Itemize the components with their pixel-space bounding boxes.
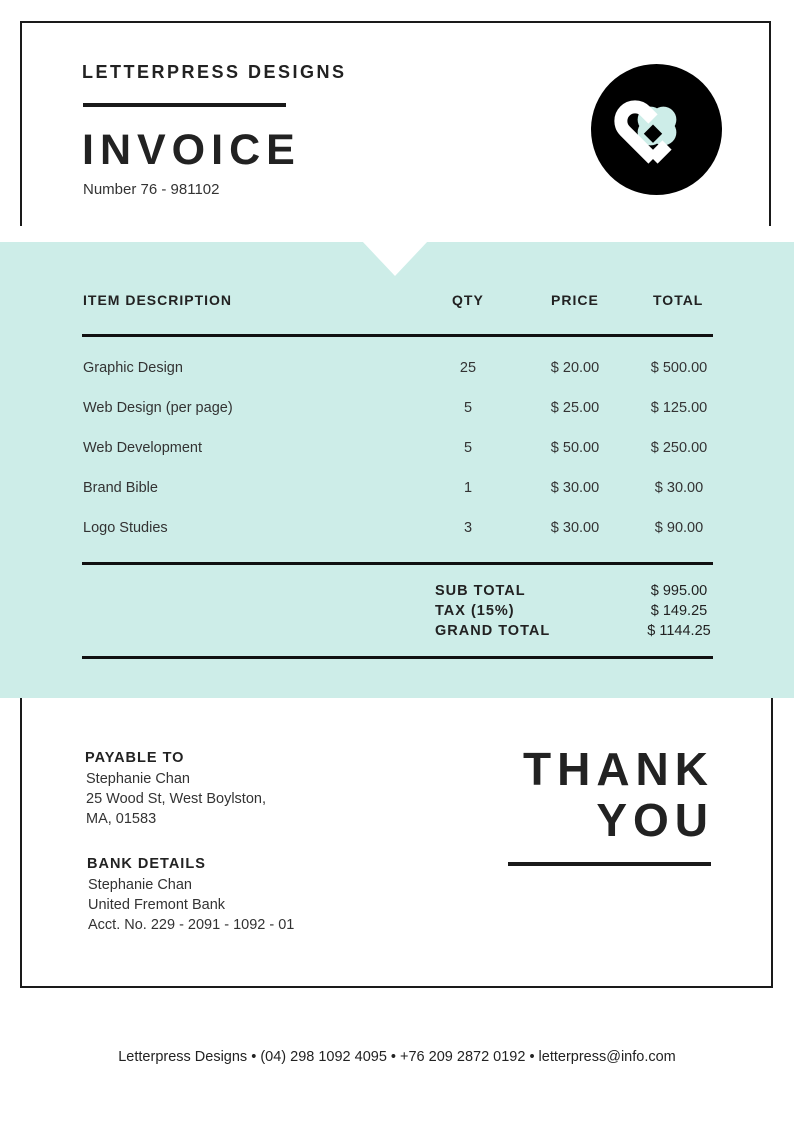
tax-label: TAX (15%) [435,603,515,619]
payable-heading: PAYABLE TO [85,750,185,766]
thank-you-line-2: YOU [596,794,714,846]
item-qty: 1 [463,480,473,496]
items-bottom-divider [82,562,713,565]
tax-value: $ 149.25 [650,603,708,619]
item-description: Web Design (per page) [83,400,233,416]
column-header-price: PRICE [551,292,599,308]
item-total: $ 250.00 [650,440,708,456]
item-total: $ 30.00 [654,480,704,496]
summary-divider [82,656,713,659]
item-qty: 5 [463,400,473,416]
item-qty: 5 [463,440,473,456]
column-header-qty: QTY [452,292,484,308]
item-price: $ 50.00 [550,440,600,456]
subtotal-value: $ 995.00 [650,583,708,599]
item-description: Logo Studies [83,520,168,536]
footer-contact: Letterpress Designs • (04) 298 1092 4095 • +76 209 2872 0192 • letterpress@info.com [118,1049,676,1065]
item-qty: 25 [459,360,477,376]
grand-total-label: GRAND TOTAL [435,623,551,639]
item-total: $ 125.00 [650,400,708,416]
invoice-title: INVOICE [82,126,301,174]
company-divider [83,103,286,107]
company-name: LETTERPRESS DESIGNS [82,62,347,82]
item-price: $ 25.00 [550,400,600,416]
item-price: $ 20.00 [550,360,600,376]
invoice-number: Number 76 - 981102 [83,181,220,198]
heart-logo-icon [591,64,722,195]
thank-you-line-1: THANK [523,743,714,795]
item-qty: 3 [463,520,473,536]
bank-line: United Fremont Bank [88,897,226,913]
column-header-description: ITEM DESCRIPTION [83,292,233,308]
item-description: Graphic Design [83,360,183,376]
payable-line: MA, 01583 [86,811,157,827]
item-total: $ 90.00 [654,520,704,536]
item-price: $ 30.00 [550,480,600,496]
header-divider [82,334,713,337]
item-total: $ 500.00 [650,360,708,376]
item-price: $ 30.00 [550,520,600,536]
thank-you-divider [508,862,711,866]
band-notch [362,241,428,276]
column-header-total: TOTAL [653,292,704,308]
item-description: Brand Bible [83,480,158,496]
bank-line: Acct. No. 229 - 2091 - 1092 - 01 [88,917,295,933]
bank-line: Stephanie Chan [88,877,192,893]
subtotal-label: SUB TOTAL [435,583,526,599]
item-description: Web Development [83,440,203,456]
bank-heading: BANK DETAILS [87,856,206,872]
payable-line: 25 Wood St, West Boylston, [86,791,266,807]
payable-line: Stephanie Chan [86,771,190,787]
grand-total-value: $ 1144.25 [647,623,711,639]
thank-you-message [523,744,714,846]
